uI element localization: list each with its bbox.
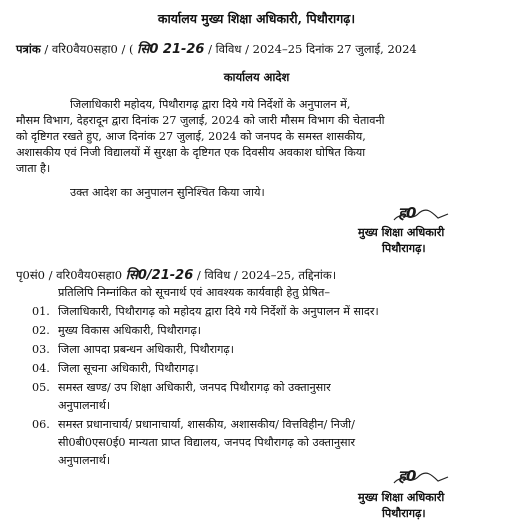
signature2-designation: मुख्य शिक्षा अधिकारी bbox=[358, 490, 445, 504]
paragraph-line-1: जिलाधिकारी महोदय, पिथौरागढ़ द्वारा दिये गये निर्देशों के अनुपालन में, bbox=[70, 98, 351, 111]
signature-scribble-1: ह0 bbox=[398, 204, 417, 222]
signature-stroke-1 bbox=[392, 208, 452, 224]
ref-handwritten-number: सि0 21-26 bbox=[137, 42, 205, 57]
paragraph-line-3: को दृष्टिगत रखते हुए, आज दिनांक 27 जुलाई, 2024 को जनपद के समस्त शासकीय, bbox=[16, 130, 366, 143]
paragraph-line-2: मौसम विभाग, देहरादून द्वारा दिनांक 27 जुलाई, 2024 को जारी मौसम विभाग की चेतावनी bbox=[16, 114, 385, 127]
copy-item-number: 02. bbox=[32, 324, 50, 337]
copy-item-text: जिला आपदा प्रबन्धन अधिकारी, पिथौरागढ़। bbox=[58, 343, 234, 356]
copy-intro: प्रतिलिपि निम्नांकित को सूचनार्थ एवं आवश्यक कार्यवाही हेतु प्रेषित– bbox=[58, 286, 330, 299]
copy-ref-handwritten-number: सि0/21-26 bbox=[125, 268, 194, 283]
copy-item-text: समस्त प्रधानाचार्य/ प्रधानाचार्या, शासकीय, अशासकीय/ वित्तविहीन/ निजी/ bbox=[58, 418, 355, 431]
signature2-place: पिथौरागढ़। bbox=[382, 506, 426, 520]
copy-item-text: मुख्य विकास अधिकारी, पिथौरागढ़। bbox=[58, 324, 202, 337]
copy-item-text-cont: अनुपालनार्थ। bbox=[58, 399, 111, 412]
office-title: कार्यालय मुख्य शिक्षा अधिकारी, पिथौरागढ़। bbox=[157, 11, 356, 26]
copy-item-text-cont: अनुपालनार्थ। bbox=[58, 454, 111, 467]
signature1-place: पिथौरागढ़। bbox=[382, 241, 426, 255]
signature-stroke-2 bbox=[392, 471, 452, 487]
copy-item-number: 04. bbox=[32, 362, 50, 375]
copy-item-text-cont: सी0बी0एस0ई0 मान्यता प्राप्त विद्यालय, जनपद पिथौरागढ़ को उक्तानुसार bbox=[58, 436, 356, 449]
copy-item-number: 06. bbox=[32, 418, 50, 431]
compliance-text: उक्त आदेश का अनुपालन सुनिश्चित किया जाये। bbox=[70, 186, 265, 199]
reference-line bbox=[16, 42, 417, 57]
copy-ref-suffix: / विविध / 2024–25, तद्दिनांक। bbox=[196, 268, 337, 282]
copy-ref-prefix: पृ0सं0 / वरि0वैय0सहा0 bbox=[16, 268, 123, 282]
copy-item-number: 01. bbox=[32, 305, 50, 318]
copy-item-number: 03. bbox=[32, 343, 50, 356]
copy-reference-line bbox=[16, 268, 336, 283]
signature1-designation: मुख्य शिक्षा अधिकारी bbox=[358, 225, 445, 239]
copy-item-number: 05. bbox=[32, 381, 50, 394]
order-title: कार्यालय आदेश bbox=[223, 70, 290, 84]
copy-item-text: समस्त खण्ड/ उप शिक्षा अधिकारी, जनपद पिथौरागढ़ को उक्तानुसार bbox=[58, 381, 331, 394]
ref-prefix: पत्रांक bbox=[16, 42, 41, 56]
paragraph-line-5: जाता है। bbox=[16, 162, 51, 175]
copy-item-text: जिलाधिकारी, पिथौरागढ़ को महोदय द्वारा दिये गये निर्देशों के अनुपालन में सादर। bbox=[58, 305, 379, 318]
ref-mid: / वरि0वैय0सहा0 / ( bbox=[44, 42, 134, 56]
ref-suffix: / विविध / 2024–25 दिनांक 27 जुलाई, 2024 bbox=[208, 42, 417, 56]
copy-item-text: जिला सूचना अधिकारी, पिथौरागढ़। bbox=[58, 362, 199, 375]
paragraph-line-4: अशासकीय एवं निजी विद्यालयों में सुरक्षा के दृष्टिगत एक दिवसीय अवकाश घोषित किया bbox=[16, 146, 366, 159]
signature-scribble-2: ह0 bbox=[398, 467, 417, 485]
